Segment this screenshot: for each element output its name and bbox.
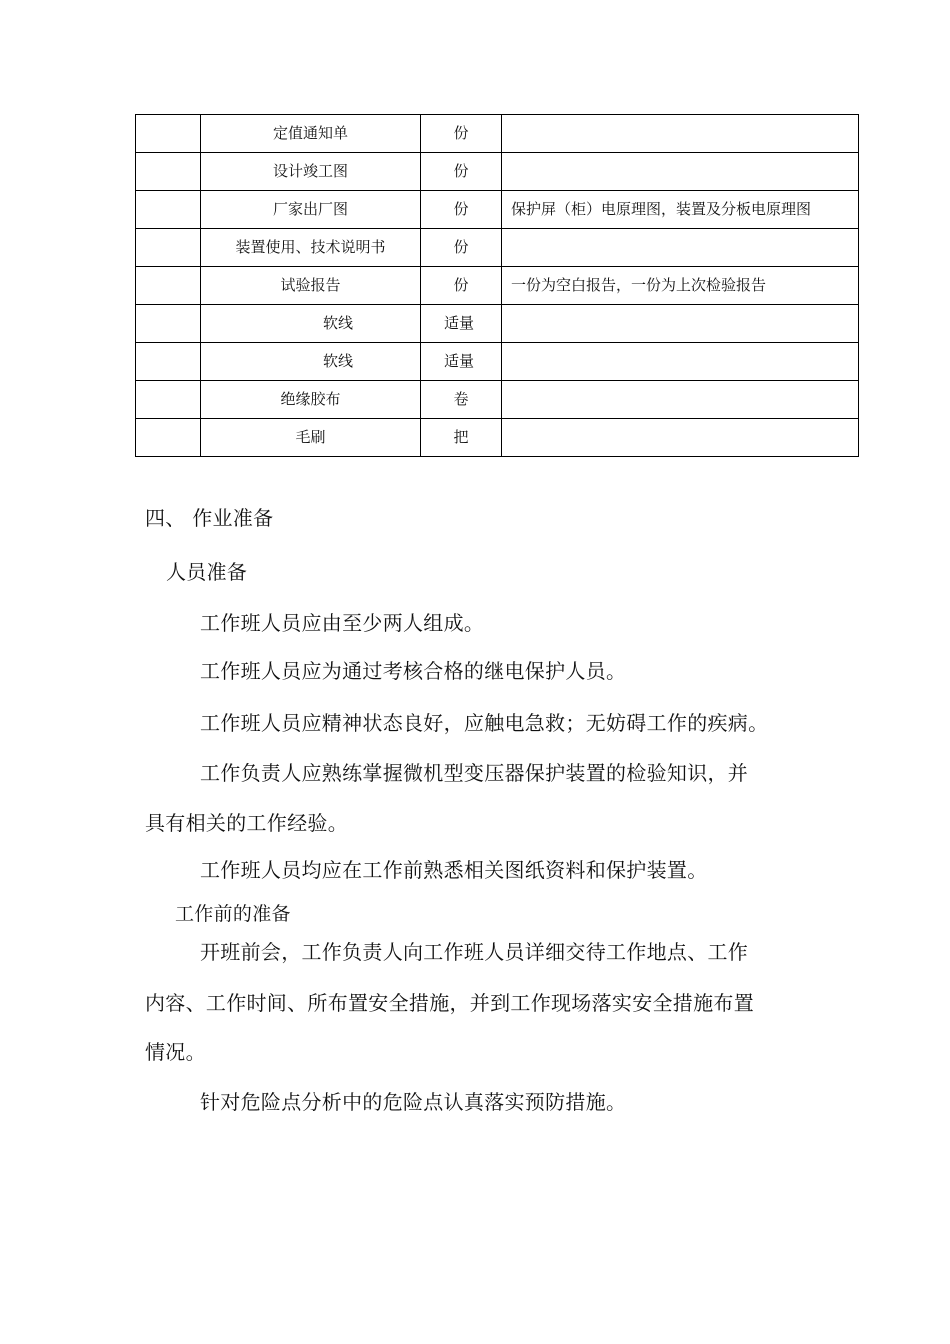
table-row xyxy=(136,191,859,229)
materials-table xyxy=(135,114,859,457)
section-title: 四、 作业准备 xyxy=(145,506,274,530)
table-cell-blank xyxy=(136,381,201,419)
table-cell-blank xyxy=(136,305,201,343)
table-cell-item-name: 设计竣工图 xyxy=(201,153,421,191)
table-cell-note xyxy=(502,343,859,381)
personnel-item: 工作班人员应精神状态良好，应触电急救；无妨碍工作的疾病。 xyxy=(200,711,769,735)
personnel-heading: 人员准备 xyxy=(166,560,248,584)
table-cell-unit: 份 xyxy=(421,267,502,305)
personnel-item: 工作班人员应由至少两人组成。 xyxy=(200,611,485,635)
table-cell-item-name: 定值通知单 xyxy=(201,115,421,153)
table-cell-note: 保护屏（柜）电原理图，装置及分板电原理图 xyxy=(502,191,859,229)
table-cell-item-name: 软线 xyxy=(201,343,421,381)
prework-item-continued: 内容、工作时间、所布置安全措施，并到工作现场落实安全措施布置 xyxy=(145,991,754,1015)
table-cell-unit: 适量 xyxy=(421,305,502,343)
table-cell-blank xyxy=(136,419,201,457)
table-cell-item-name: 毛刷 xyxy=(201,419,421,457)
personnel-item: 工作负责人应熟练掌握微机型变压器保护装置的检验知识，并 xyxy=(200,761,749,785)
table-cell-unit: 份 xyxy=(421,115,502,153)
table-row xyxy=(136,267,859,305)
personnel-item: 工作班人员均应在工作前熟悉相关图纸资料和保护装置。 xyxy=(200,858,708,882)
table-cell-note xyxy=(502,381,859,419)
table-row xyxy=(136,229,859,267)
table-cell-note xyxy=(502,305,859,343)
table-cell-blank xyxy=(136,115,201,153)
table-cell-blank xyxy=(136,267,201,305)
table-cell-blank xyxy=(136,343,201,381)
table-cell-unit: 卷 xyxy=(421,381,502,419)
prework-item: 针对危险点分析中的危险点认真落实预防措施。 xyxy=(200,1090,627,1114)
table-cell-note xyxy=(502,229,859,267)
table-cell-note: 一份为空白报告，一份为上次检验报告 xyxy=(502,267,859,305)
table-row xyxy=(136,153,859,191)
table-cell-unit: 把 xyxy=(421,419,502,457)
table-cell-item-name: 绝缘胶布 xyxy=(201,381,421,419)
table-cell-unit: 份 xyxy=(421,229,502,267)
table-cell-item-name: 试验报告 xyxy=(201,267,421,305)
personnel-item-continued: 具有相关的工作经验。 xyxy=(145,811,348,835)
table-row xyxy=(136,381,859,419)
table-row xyxy=(136,419,859,457)
prework-heading: 工作前的准备 xyxy=(175,903,291,925)
table-cell-item-name: 装置使用、技术说明书 xyxy=(201,229,421,267)
table-cell-item-name: 厂家出厂图 xyxy=(201,191,421,229)
table-cell-blank xyxy=(136,191,201,229)
table-cell-blank xyxy=(136,229,201,267)
table-row xyxy=(136,115,859,153)
table-cell-note xyxy=(502,115,859,153)
table-cell-unit: 份 xyxy=(421,153,502,191)
table-row xyxy=(136,343,859,381)
table-cell-item-name: 软线 xyxy=(201,305,421,343)
table-cell-unit: 适量 xyxy=(421,343,502,381)
table-cell-note xyxy=(502,419,859,457)
table-cell-note xyxy=(502,153,859,191)
table-row xyxy=(136,305,859,343)
prework-item: 开班前会，工作负责人向工作班人员详细交待工作地点、工作 xyxy=(200,940,749,964)
table-cell-unit: 份 xyxy=(421,191,502,229)
table-cell-blank xyxy=(136,153,201,191)
personnel-item: 工作班人员应为通过考核合格的继电保护人员。 xyxy=(200,659,627,683)
prework-item-continued: 情况。 xyxy=(145,1040,206,1064)
